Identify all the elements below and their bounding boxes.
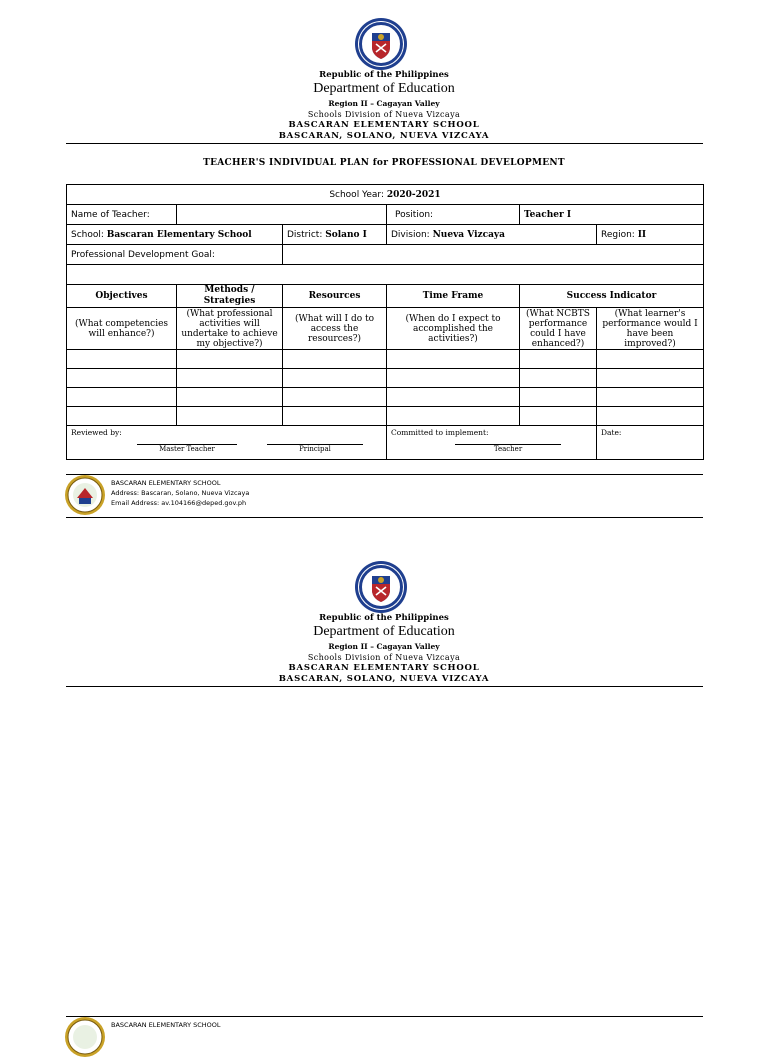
division-line: Schools Division of Nueva Vizcaya bbox=[307, 653, 461, 662]
footer-divider bbox=[66, 474, 703, 475]
district-cell[interactable] bbox=[283, 225, 387, 245]
entry-cell[interactable] bbox=[67, 407, 177, 426]
school-logo-icon bbox=[64, 474, 106, 516]
goal-field-row bbox=[67, 265, 704, 285]
entry-cell[interactable] bbox=[283, 350, 387, 369]
committed-cell[interactable] bbox=[387, 426, 597, 460]
district-value: Solano I bbox=[325, 229, 367, 240]
column-header-row bbox=[67, 285, 704, 308]
header-divider bbox=[66, 143, 703, 144]
school-year-label: School Year: bbox=[329, 189, 384, 200]
prompt-resources: (What will I do to access the resources?) bbox=[283, 308, 387, 350]
position-field[interactable] bbox=[520, 205, 704, 225]
committed-label: Committed to implement: bbox=[391, 428, 489, 437]
entry-cell[interactable] bbox=[283, 388, 387, 407]
prompt-methods: (What professional activities will undertake to achieve my objective?) bbox=[177, 308, 283, 350]
entry-cell[interactable] bbox=[67, 350, 177, 369]
col-objectives: Objectives bbox=[67, 285, 177, 308]
entry-cell[interactable] bbox=[67, 369, 177, 388]
table-row bbox=[67, 407, 704, 426]
entry-cell[interactable] bbox=[387, 350, 520, 369]
footer-divider bbox=[66, 1016, 703, 1017]
prompt-row bbox=[67, 308, 704, 350]
reviewed-by-cell[interactable] bbox=[67, 426, 387, 460]
region-label: Region: bbox=[601, 229, 635, 240]
master-teacher-signature bbox=[137, 444, 237, 453]
region-line: Region II – Cagayan Valley bbox=[328, 642, 440, 651]
footer-address: Address: Bascaran, Solano, Nueva Vizcaya bbox=[111, 489, 250, 497]
date-label: Date: bbox=[601, 428, 622, 437]
goal-field-extended[interactable] bbox=[67, 265, 704, 285]
reviewed-by-label: Reviewed by: bbox=[71, 428, 122, 437]
entry-cell[interactable] bbox=[597, 369, 704, 388]
school-name-line: BASCARAN ELEMENTARY SCHOOL bbox=[288, 663, 480, 673]
position-label-cell bbox=[387, 205, 520, 225]
footer-email: Email Address: av.104166@deped.gov.ph bbox=[111, 499, 247, 507]
school-cell[interactable] bbox=[67, 225, 283, 245]
plan-title: TEACHER'S INDIVIDUAL PLAN for PROFESSIONAL DEVELOPMENT bbox=[203, 158, 565, 168]
region-value: II bbox=[637, 229, 647, 240]
prompt-objectives: (What competencies will enhance?) bbox=[67, 308, 177, 350]
entry-cell[interactable] bbox=[597, 388, 704, 407]
school-label: School: bbox=[71, 229, 104, 240]
footer-block bbox=[111, 478, 249, 508]
goal-label: Professional Development Goal: bbox=[71, 249, 215, 260]
col-success-indicator: Success Indicator bbox=[520, 285, 704, 308]
entry-cell[interactable] bbox=[177, 350, 283, 369]
entry-cell[interactable] bbox=[283, 407, 387, 426]
goal-row bbox=[67, 245, 704, 265]
department-title: Department of Education bbox=[313, 624, 455, 639]
entry-cell[interactable] bbox=[520, 350, 597, 369]
teacher-sig-label: Teacher bbox=[493, 445, 523, 453]
entry-cell[interactable] bbox=[177, 407, 283, 426]
principal-label: Principal bbox=[299, 445, 331, 453]
school-name-line: BASCARAN ELEMENTARY SCHOOL bbox=[288, 120, 480, 130]
table-row bbox=[67, 388, 704, 407]
table-row bbox=[67, 350, 704, 369]
deped-seal-icon bbox=[354, 17, 408, 71]
entry-cell[interactable] bbox=[520, 388, 597, 407]
entry-cell[interactable] bbox=[283, 369, 387, 388]
entry-cell[interactable] bbox=[597, 407, 704, 426]
teacher-label: Name of Teacher: bbox=[71, 209, 150, 220]
plan-form-table bbox=[66, 184, 704, 460]
entry-cell[interactable] bbox=[387, 407, 520, 426]
principal-signature bbox=[267, 444, 363, 453]
col-methods: Methods / Strategies bbox=[177, 285, 283, 308]
table-row bbox=[67, 369, 704, 388]
school-year-value: 2020-2021 bbox=[386, 189, 441, 200]
region-line: Region II – Cagayan Valley bbox=[328, 99, 440, 108]
teacher-name-field[interactable] bbox=[177, 205, 387, 225]
master-teacher-label: Master Teacher bbox=[159, 445, 215, 453]
entry-cell[interactable] bbox=[177, 369, 283, 388]
school-address-line: BASCARAN, SOLANO, NUEVA VIZCAYA bbox=[278, 131, 490, 141]
goal-field[interactable] bbox=[283, 245, 704, 265]
school-year-row bbox=[67, 185, 704, 205]
footer-bottom-divider bbox=[66, 517, 703, 518]
district-label: District: bbox=[287, 229, 323, 240]
division-cell[interactable] bbox=[387, 225, 597, 245]
signature-row bbox=[67, 426, 704, 460]
school-value: Bascaran Elementary School bbox=[106, 229, 252, 240]
date-cell[interactable] bbox=[597, 426, 704, 460]
department-title: Department of Education bbox=[313, 81, 455, 96]
division-line: Schools Division of Nueva Vizcaya bbox=[307, 110, 461, 119]
goal-label-cell bbox=[67, 245, 283, 265]
deped-seal-icon bbox=[354, 560, 408, 614]
entry-cell[interactable] bbox=[520, 407, 597, 426]
header-divider bbox=[66, 686, 703, 687]
republic-line: Republic of the Philippines bbox=[319, 70, 449, 80]
school-address-line: BASCARAN, SOLANO, NUEVA VIZCAYA bbox=[278, 674, 490, 684]
division-value: Nueva Vizcaya bbox=[432, 229, 505, 240]
prompt-learner: (What learner's performance would I have been improved?) bbox=[597, 308, 704, 350]
col-resources: Resources bbox=[283, 285, 387, 308]
entry-cell[interactable] bbox=[67, 388, 177, 407]
school-logo-icon bbox=[64, 1016, 106, 1058]
position-label: Position: bbox=[395, 209, 434, 220]
teacher-row bbox=[67, 205, 704, 225]
col-time-frame: Time Frame bbox=[387, 285, 520, 308]
teacher-label-cell bbox=[67, 205, 177, 225]
footer-school: BASCARAN ELEMENTARY SCHOOL bbox=[111, 1021, 221, 1029]
prompt-time-frame: (When do I expect to accomplished the activities?) bbox=[387, 308, 520, 350]
division-label: Division: bbox=[391, 229, 430, 240]
entry-cell[interactable] bbox=[177, 388, 283, 407]
republic-line: Republic of the Philippines bbox=[319, 613, 449, 623]
position-value: Teacher I bbox=[524, 209, 572, 220]
teacher-signature bbox=[455, 444, 561, 453]
entry-cell[interactable] bbox=[520, 369, 597, 388]
entry-cell[interactable] bbox=[597, 350, 704, 369]
prompt-ncbts: (What NCBTS performance could I have enhanced?) bbox=[520, 308, 597, 350]
entry-cell[interactable] bbox=[387, 388, 520, 407]
entry-cell[interactable] bbox=[387, 369, 520, 388]
footer-school: BASCARAN ELEMENTARY SCHOOL bbox=[111, 479, 221, 487]
school-row bbox=[67, 225, 704, 245]
region-cell[interactable] bbox=[597, 225, 704, 245]
